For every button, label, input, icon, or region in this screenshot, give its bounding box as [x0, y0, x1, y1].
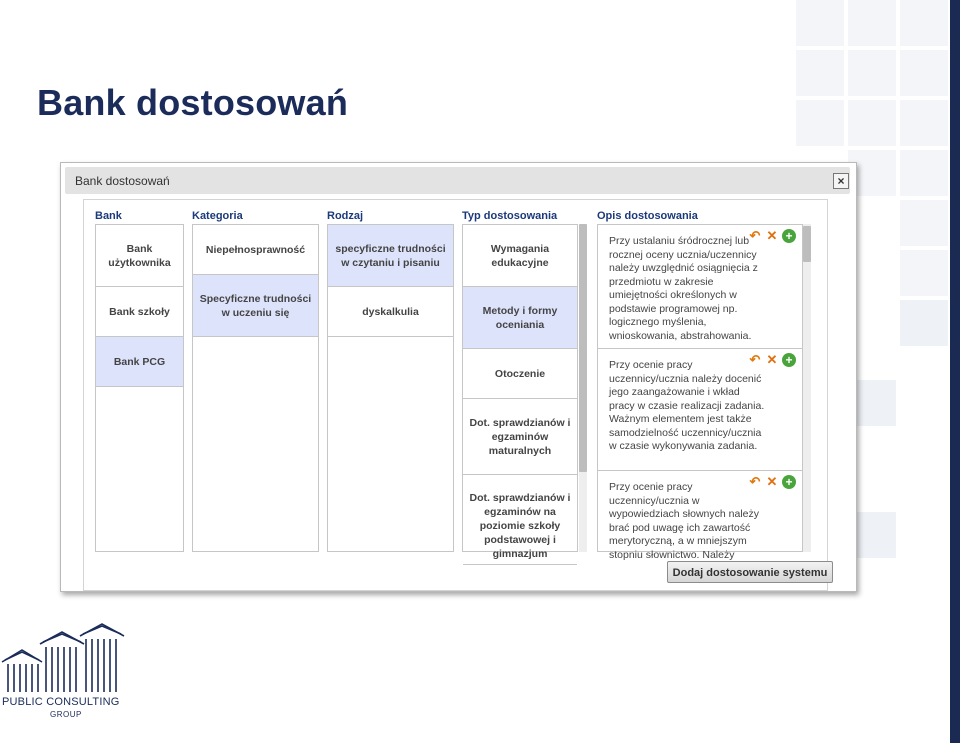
- list-item-label: Bank użytkownika: [108, 242, 171, 269]
- typ-item-podstawowej[interactable]: [463, 475, 577, 565]
- list-item-label: Wymagania edukacyjne: [490, 242, 550, 269]
- column-header-kategoria: Kategoria: [192, 210, 243, 222]
- opis-item: [598, 349, 802, 471]
- opis-item: [598, 471, 802, 561]
- typ-scrollbar[interactable]: [579, 224, 587, 552]
- list-item-label: Bank szkoły: [109, 305, 170, 318]
- bank-dialog: [60, 162, 857, 592]
- opis-item-actions: [748, 475, 796, 489]
- delete-icon[interactable]: ✕: [766, 352, 778, 367]
- typ-item-metody[interactable]: [463, 287, 577, 349]
- typ-item-otoczenie[interactable]: [463, 349, 577, 399]
- slide-title: Bank dostosowań: [37, 82, 349, 123]
- column-header-rodzaj: Rodzaj: [327, 210, 364, 222]
- delete-icon[interactable]: ✕: [766, 228, 778, 243]
- list-item-label: Dot. sprawdzianów i egzaminów maturalnych: [469, 416, 571, 457]
- rodzaj-item-dyskalkulia[interactable]: [328, 287, 453, 337]
- add-icon[interactable]: +: [782, 229, 796, 243]
- dialog-header: [65, 167, 850, 194]
- undo-icon[interactable]: ↶: [749, 352, 761, 367]
- close-icon: ×: [837, 174, 845, 188]
- column-header-bank: Bank: [95, 210, 122, 222]
- column-header-opis: Opis dostosowania: [597, 210, 698, 222]
- opis-item-actions: [748, 229, 796, 243]
- list-item-label: specyficzne trudności w czytaniu i pisaniu: [335, 242, 446, 269]
- list-item-label: Otoczenie: [494, 367, 546, 380]
- add-icon[interactable]: +: [782, 353, 796, 367]
- typ-list: [462, 224, 578, 560]
- list-item-label: Niepełnosprawność: [205, 243, 306, 256]
- rodzaj-item-czytanie-pisanie[interactable]: [328, 225, 453, 287]
- typ-item-maturalnych[interactable]: [463, 399, 577, 475]
- add-icon[interactable]: +: [782, 475, 796, 489]
- right-accent-bar: [950, 0, 960, 743]
- opis-item-text: Przy ocenie pracy uczennicy/ucznia należy docenić jego zaangażowanie i wkład pracy w czasie realizacji zadania. Ważnym elementem jest także samodzielność uczennicy/ucznia w czasie wykonywania zadania.: [609, 359, 765, 452]
- opis-scrollbar-thumb[interactable]: [803, 226, 811, 262]
- opis-list: [597, 224, 803, 561]
- kategoria-item-specyficzne[interactable]: [193, 275, 318, 337]
- opis-item-text: Przy ustalaniu śródrocznej lub rocznej oceny ucznia/uczennicy należy uwzględnić osiągnięcia z przedmiotu w zakresie umiejętności określonych w podstawie programowej np. logicznego myślenia, wnioskowania, abstrahowania.: [609, 235, 758, 342]
- column-header-typ: Typ dostosowania: [462, 210, 558, 222]
- bank-item-szkoly[interactable]: [96, 287, 183, 337]
- dialog-body: [83, 199, 828, 591]
- bank-list: [95, 224, 184, 552]
- undo-icon[interactable]: ↶: [749, 228, 761, 243]
- list-item-label: dyskalkulia: [362, 305, 419, 318]
- undo-icon[interactable]: ↶: [749, 474, 761, 489]
- list-item-label: Dot. sprawdzianów i egzaminów na poziomie szkoły podstawowej i gimnazjum: [469, 492, 571, 560]
- opis-scrollbar[interactable]: [803, 224, 811, 552]
- close-button[interactable]: [833, 173, 849, 189]
- list-item-label: Bank PCG: [113, 355, 166, 368]
- logo-subtext: GROUP: [50, 710, 82, 719]
- opis-item-text: Przy ocenie pracy uczennicy/ucznia w wypowiedziach słownych należy brać pod uwagę ich zawartość merytoryczną, a w mniejszym stopniu słownictwo. Należy: [609, 481, 759, 561]
- dialog-title: Bank dostosowań: [75, 174, 170, 188]
- list-item-label: Metody i formy oceniania: [482, 304, 558, 331]
- delete-icon[interactable]: ✕: [766, 474, 778, 489]
- typ-item-wymagania[interactable]: [463, 225, 577, 287]
- add-system-adaptation-button[interactable]: Dodaj dostosowanie systemu: [667, 561, 833, 583]
- typ-scrollbar-thumb[interactable]: [579, 224, 587, 472]
- bank-item-uzytkownika[interactable]: [96, 225, 183, 287]
- opis-item-actions: [748, 353, 796, 367]
- kategoria-list: [192, 224, 319, 552]
- logo-text: PUBLIC CONSULTING: [2, 696, 120, 708]
- opis-item: [598, 225, 802, 349]
- list-item-label: Specyficzne trudności w uczeniu się: [199, 292, 312, 319]
- rodzaj-list: [327, 224, 454, 552]
- bank-item-pcg[interactable]: [96, 337, 183, 387]
- kategoria-item-niepelnosprawnosc[interactable]: [193, 225, 318, 275]
